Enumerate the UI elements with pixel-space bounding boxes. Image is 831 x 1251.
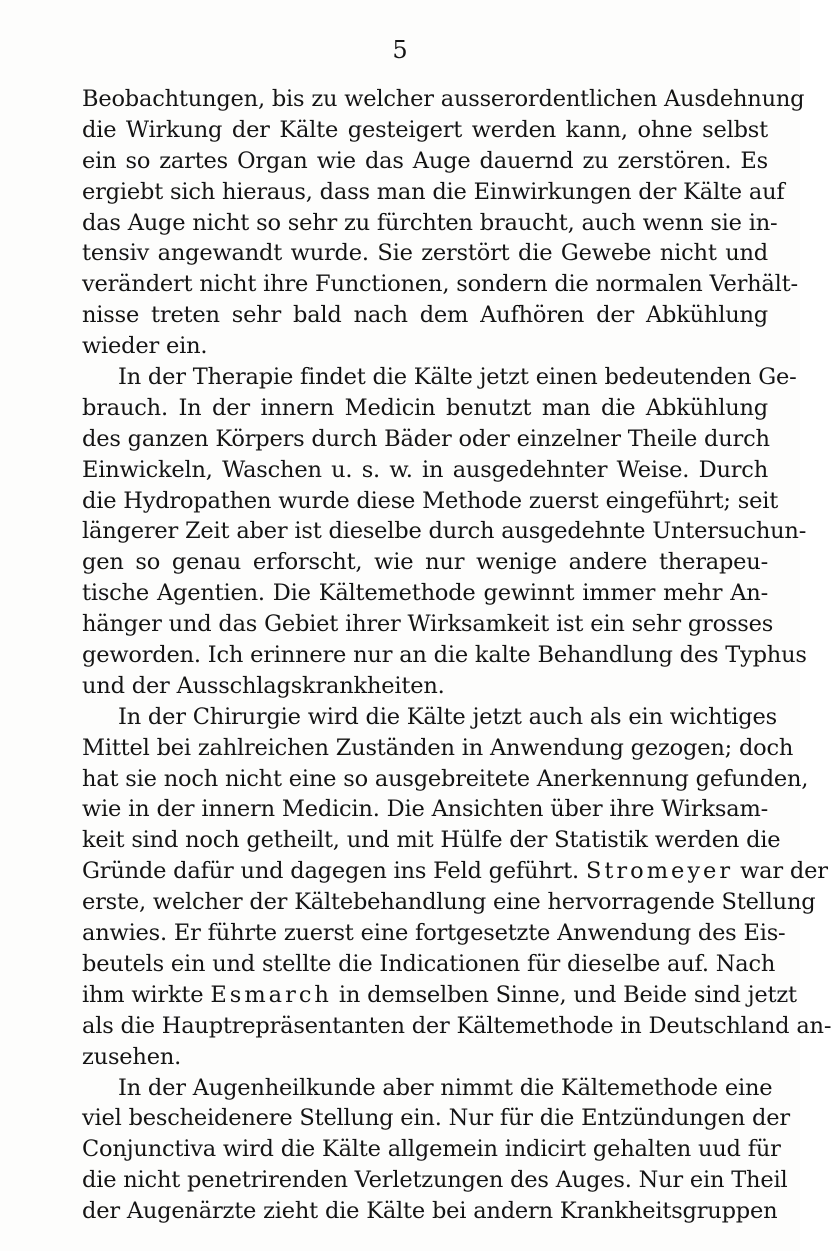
text-line: das Auge nicht so sehr zu fürchten braucht, auch wenn sie in- [82,209,778,236]
text-line: Einwickeln, Waschen u. s. w. in ausgedehnter Weise. Durch [82,456,768,483]
text-line: ergiebt sich hieraus, dass man die Einwirkungen der Kälte auf [82,178,785,205]
text-line: tische Agentien. Die Kältemethode gewinnt immer mehr An- [82,580,768,607]
text-line: der Augenärzte zieht die Kälte bei andern Krankheitsgruppen [82,1198,778,1225]
text-line: und der Ausschlagskrankheiten. [82,672,445,699]
text-line: Conjunctiva wird die Kälte allgemein indicirt gehalten uud für [82,1136,781,1163]
text-line-with-name [82,856,828,887]
text-line: verändert nicht ihre Functionen, sondern die normalen Verhält- [82,271,798,298]
text-line: wie in der innern Medicin. Die Ansichten über ihre Wirksam- [82,796,768,823]
text-line: längerer Zeit aber ist dieselbe durch ausgedehnte Untersuchun- [82,518,807,545]
text-fragment: ihm wirkte [82,981,204,1008]
text-line: beutels ein und stellte die Indicationen für dieselbe auf. Nach [82,950,776,977]
text-line: die nicht penetrirenden Verletzungen des Auges. Nur ein Theil [82,1167,788,1194]
text-line: anwies. Er führte zuerst eine fortgesetzte Anwendung des Eis- [82,920,786,947]
text-line: tensiv angewandt wurde. Sie zerstört die Gewebe nicht und [82,240,768,267]
text-line: geworden. Ich erinnere nur an die kalte Behandlung des Typhus [82,642,807,669]
text-fragment: in demselben Sinne, und Beide sind jetzt [338,981,797,1008]
text-line: gen so genau erforscht, wie nur wenige andere therapeu- [82,549,768,576]
text-fragment: war der [740,858,828,885]
person-name: Stromeyer [585,858,734,885]
text-line: In der Therapie findet die Kälte jetzt einen bedeutenden Ge- [118,364,797,391]
text-line: ein so zartes Organ wie das Auge dauernd zu zerstören. Es [82,147,768,174]
text-line: hänger und das Gebiet ihrer Wirksamkeit ist ein sehr grosses [82,611,774,638]
text-line-with-name [82,980,797,1011]
text-line: die Wirkung der Kälte gesteigert werden kann, ohne selbst [82,116,768,143]
text-line: In der Augenheilkunde aber nimmt die Kältemethode eine [118,1074,773,1101]
paragraph-3 [82,702,831,1073]
text-line: hat sie noch nicht eine so ausgebreitete Anerkennung gefunden, [82,765,809,792]
page-number: 5 [392,36,408,64]
body-text [82,84,831,1227]
text-line: keit sind noch getheilt, und mit Hülfe der Statistik werden die [82,827,781,854]
text-line: als die Hauptrepräsentanten der Kältemethode in Deutschland an- [82,1012,831,1039]
text-line: die Hydropathen wurde diese Methode zuerst eingeführt; seit [82,487,779,514]
text-line: des ganzen Körpers durch Bäder oder einzelner Theile durch [82,425,770,452]
paragraph-1 [82,84,805,362]
paragraph-4 [82,1073,790,1227]
text-line: zusehen. [82,1043,182,1070]
paragraph-2 [82,362,807,702]
text-line: nisse treten sehr bald nach dem Aufhören der Abkühlung [82,302,768,329]
text-line: viel bescheidenere Stellung ein. Nur für die Entzündungen der [82,1105,790,1132]
text-line: Beobachtungen, bis zu welcher ausserordentlichen Ausdehnung [82,86,805,112]
text-fragment: Gründe dafür und dagegen ins Feld geführt. [82,858,579,885]
text-line: erste, welcher der Kältebehandlung eine hervorragende Stellung [82,889,816,916]
person-name: Esmarch [210,981,332,1008]
text-line: wieder ein. [82,333,208,360]
text-line: brauch. In der innern Medicin benutzt man die Abkühlung [82,394,768,421]
text-line: Mittel bei zahlreichen Zuständen in Anwendung gezogen; doch [82,734,794,761]
text-line: In der Chirurgie wird die Kälte jetzt auch als ein wichtiges [118,703,777,730]
